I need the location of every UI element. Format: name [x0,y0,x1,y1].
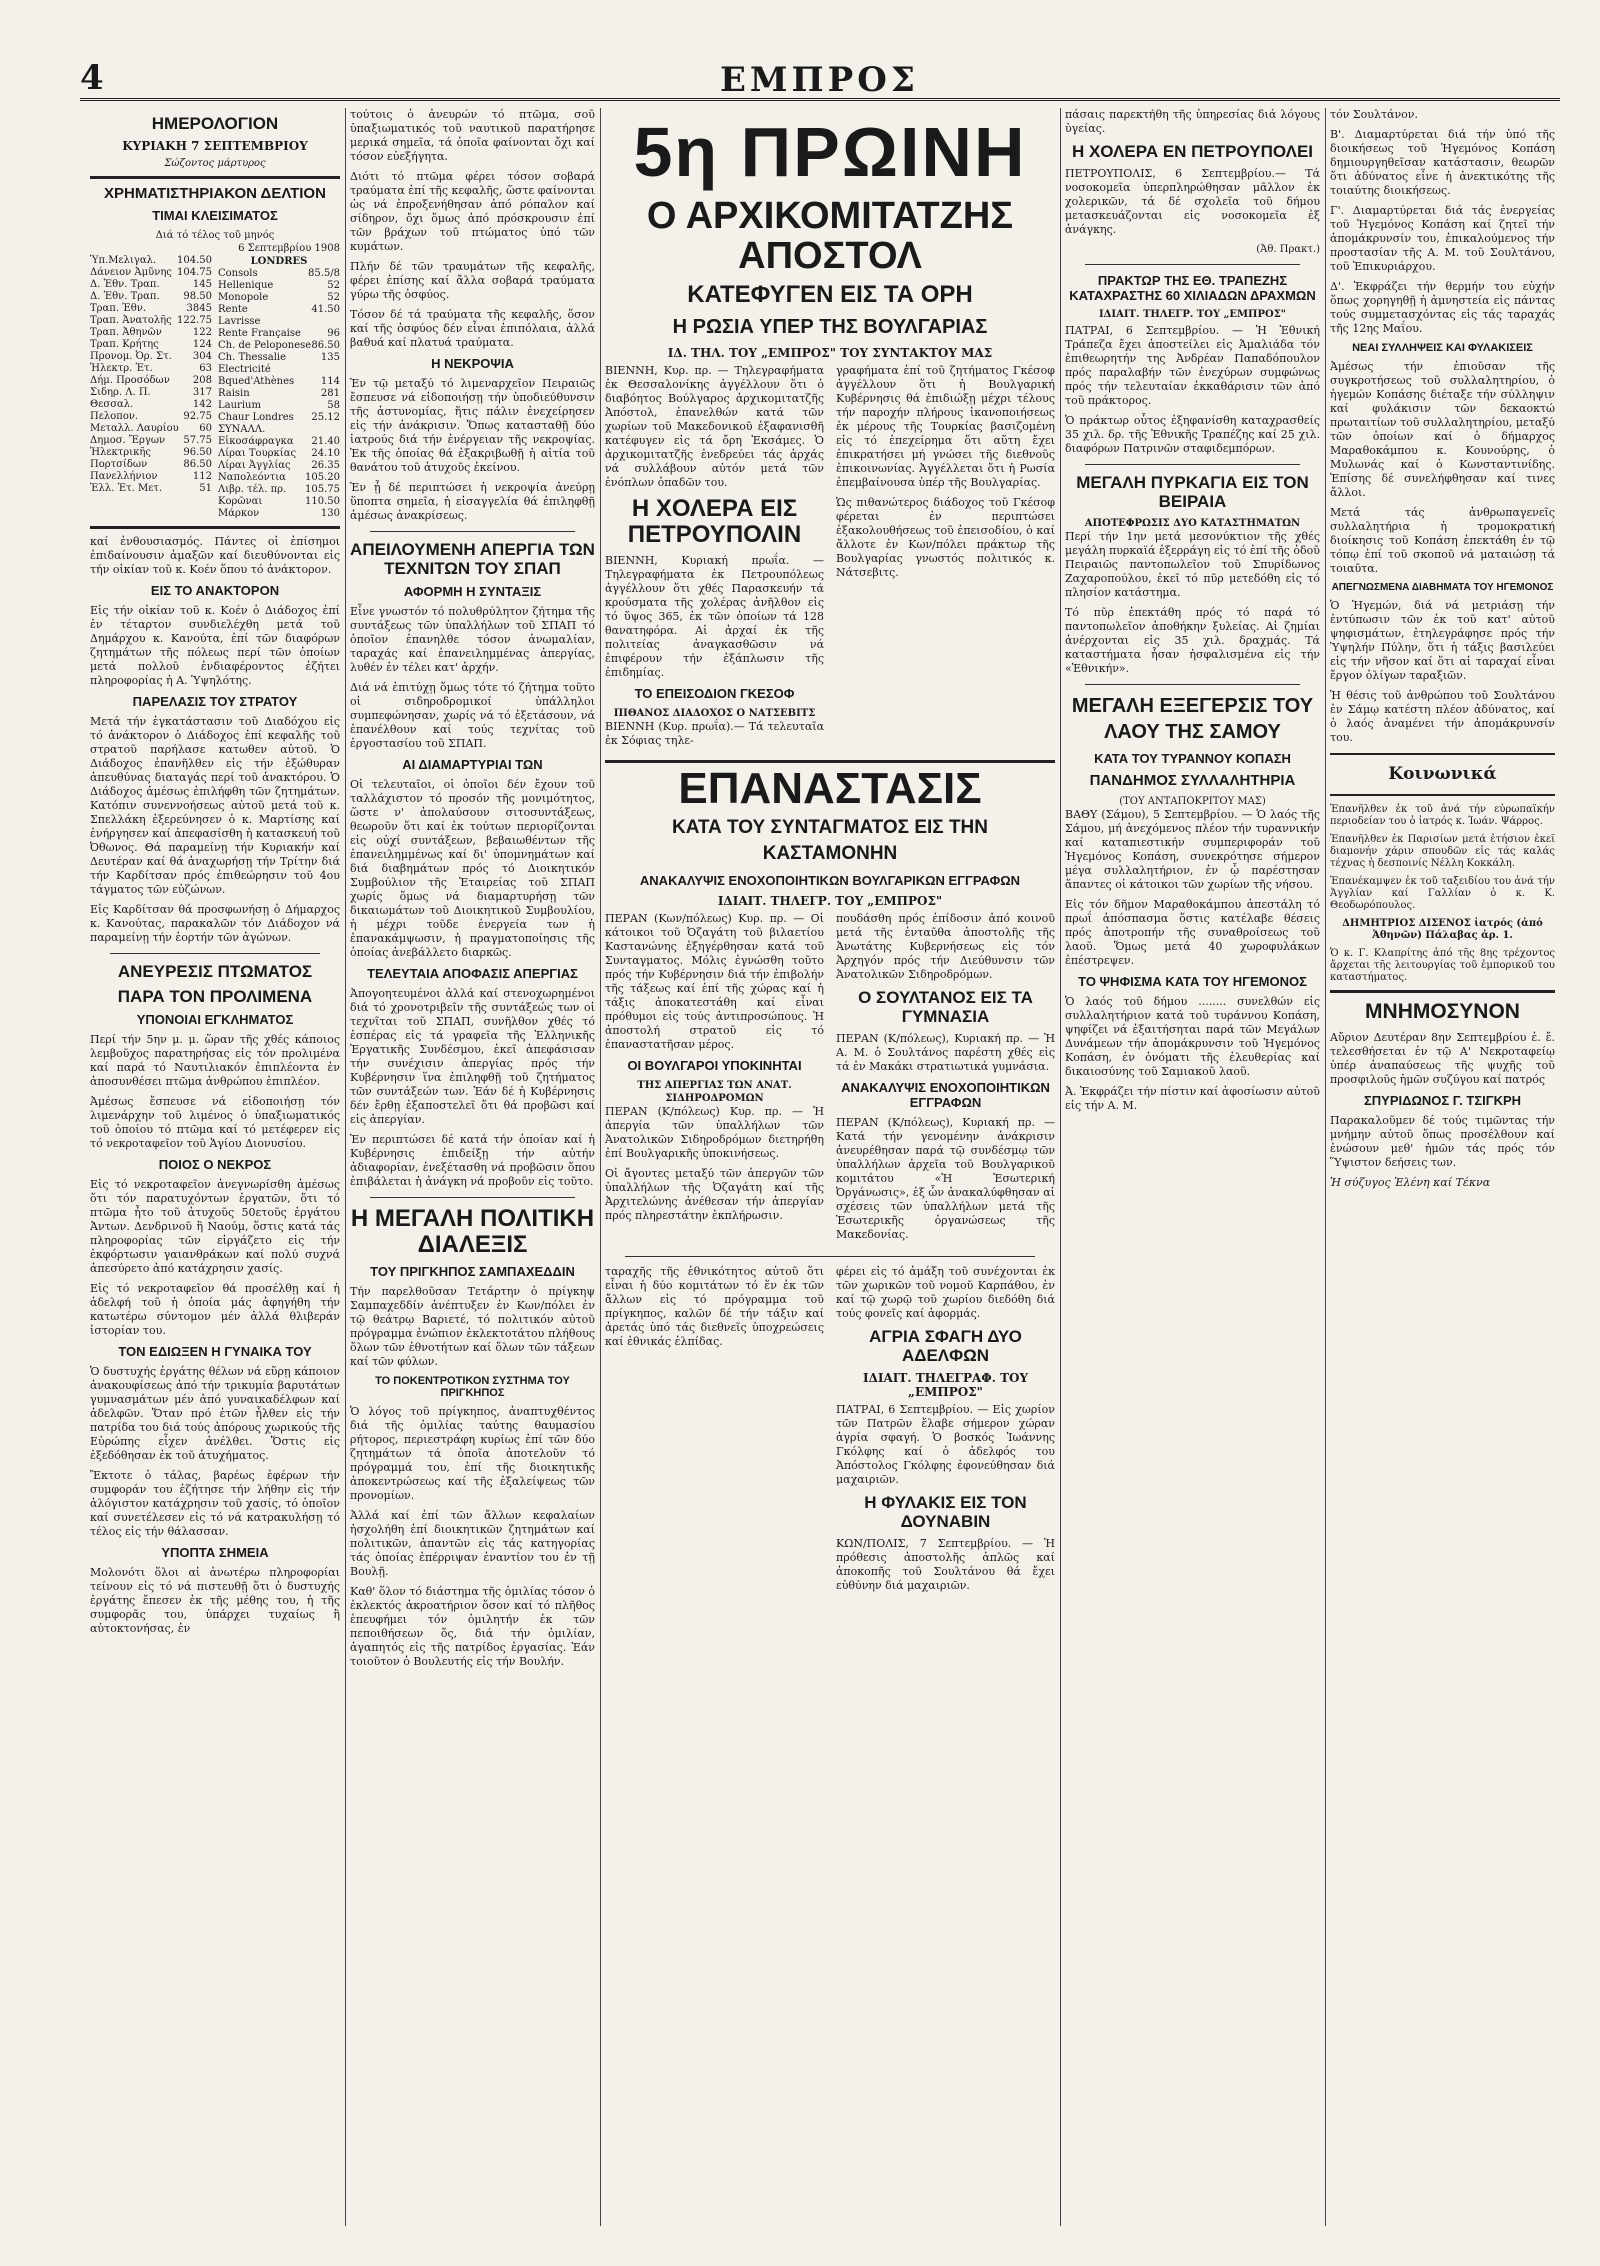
section-heading: ΤΕΛΕΥΤΑΙΑ ΑΠΟΦΑΣΙΣ ΑΠΕΡΓΙΑΣ [367,966,578,981]
subheadline: ΠΙΘΑΝΟΣ ΔΙΑΔΟΧΟΣ Ο ΝΑΤΣΕΒΙΤΣ [613,708,816,719]
market-row-label: Δάνειον Ἀμῦνης [90,267,172,278]
column-rule [1060,108,1061,2226]
social-box [1330,753,1555,796]
market-row-label: Lavrisse [218,316,261,327]
market-row-value: 57.75 [183,435,212,446]
divider [1330,990,1555,993]
article-text: Ὁ Ἡγεμών, διά νά μετριάσῃ τήν ἐντύπωσιν τῶν ἐκ τοῦ κατ' αὐτοῦ ψηφισμάτων, ἐτηλεγράφησε πρός τήν Ὑψηλήν Πύλην, ὅτι ἡ τάξις βασιλεύει εἰς τήν νῆσον καί ὅτι αἱ ταραχαί εἶναι ἔργον ὀλίγων ταραξιῶν. [1330,599,1555,682]
section-heading: ΟΙ ΒΟΥΛΓΑΡΟΙ ΥΠΟΚΙΝΗΤΑΙ [627,1058,802,1073]
headline: Η ΧΟΛΕΡΑ ΕΙΣ ΠΕΤΡΟΥΠΟΛΙΝ [627,495,802,548]
market-row-value: 41.50 [311,304,340,315]
market-row-label: Δήμ. Προσόδων [90,375,170,386]
divider [625,1256,1035,1257]
column-5 [1330,108,1555,2226]
article-text: Τό πῦρ ἐπεκτάθη πρός τό παρά τό παντοπωλεῖον ἀποθήκην ξυλείας. Αἱ ζημίαι ἀνέρχονται εἰς 35 χιλ. δραχμάς. Τά καταστήματα ἦσαν ἠσφαλισμένα εἰς τήν «Ἐθνικήν». [1065,606,1320,675]
article-text: Εἶνε γνωστόν τό πολυθρύλητον ζήτημα τῆς συντάξεως τῶν ὑπαλλήλων τοῦ ΣΠΑΠ τό ὁποῖον ἐπανηλθε τόσον ἀνωμαλίαν, ταραχάς καί ἐπανειλημμένας ἀπεργίας, λυθέν ἐν τέλει κατ' ἀρχήν. [350,605,595,674]
market-row-value: 208 [192,375,212,386]
market-row-label: Τραπ. Ἀθηνῶν [90,327,162,338]
headline: ΕΠΑΝΑΣΤΑΣΙΣ [678,764,982,813]
market-row-label: Ἐλλ. Ἐτ. Μετ. [90,483,163,494]
headline: Η ΜΕΓΑΛΗ ΠΟΛΙΤΙΚΗ ΔΙΑΛΕΞΙΣ [350,1205,595,1258]
market-row-label: Μάρκον [218,508,260,519]
market-row-value: 110.50 [305,496,340,507]
market-row-value: 317 [192,387,212,398]
market-row [90,291,212,303]
byline: ΙΔΙΑΙΤ. ΤΗΛΕΓΡΑΦ. ΤΟΥ „ΕΜΠΡΟΣ" [862,1371,1029,1399]
market-row-value: 86.50 [311,340,340,351]
divider [110,953,320,954]
market-row-value: 51 [199,483,212,494]
headline: Ο ΑΡΧΙΚΟΜΙΤΑΤΖΗΣ ΑΠΟΣΤΟΛ [646,195,1014,277]
market-row [218,340,340,352]
subheadline: ΥΠΟΝΟΙΑΙ ΕΓΚΛΗΜΑΤΟΣ [136,1012,294,1027]
market-row-label: Κορῶναι [218,496,263,507]
market-row-value: 135 [320,352,340,363]
market-row-value: 52 [327,280,340,291]
market-row-label: Πανελλήνιον [90,471,158,482]
article-text: Καθ' ὅλον τό διάστημα τῆς ὁμιλίας τόσον ὁ ἐκλεκτός ἀκροατήριον ὅσον καί τό πλῆθος ἐπευφήμει τόν ὁμιλητήν ἐκ τῶν πεποιθήσεων ὅς, διά τήν ὁμιλίαν, ἀγαπητός εἰς τῆς πατρίδος ἐργασίας. Ἐάν τοιοῦτον ὁ Βουλευτής εἰς τήν Βουλήν. [350,1585,595,1668]
market-row [90,423,212,435]
market-row-label: Μεταλλ. Λαυρίου [90,423,179,434]
market-row-value: 63 [199,363,212,374]
subheadline: ΑΝΑΚΑΛΥΨΙΣ ΕΝΟΧΟΠΟΙΗΤΙΚΩΝ ΒΟΥΛΓΑΡΙΚΩΝ ΕΓΓΡΑΦΩΝ [639,873,1021,888]
section-heading: Η ΝΕΚΡΟΨΙΑ [431,356,514,371]
divider [605,760,1055,763]
column-rule [600,108,601,2226]
article-text: καί ἐνθουσιασμός. Πάντες οἱ ἐπίσημοι ἐπιδαίνουσιν ἁμαξῶν καί διευθύνονται εἰς τήν οἰκίαν τοῦ κ. Κοέν ὅπου τό ἀνάκτορον. [90,535,340,576]
market-row-label: Ch. de Peloponese [218,340,312,351]
market-row-value: 130 [320,508,340,519]
article-text: ΠΕΡΑΝ (Κ/πόλεως), Κυριακή πρ. — Ἡ Α. Μ. ὁ Σουλτάνος παρέστη χθές εἰς τά ἐν Μακάκι στρατιωτικά γυμνάσια. [836,1032,1055,1073]
article-text: τόν Σουλτάνον. [1330,108,1418,121]
market-row-label: Rente Française [218,328,301,339]
market-row-label: Chaur Londres [218,412,294,423]
newspaper-name: ΕΜΠΡΟΣ [720,60,919,100]
market-note: Διά τό τέλος τοῦ μηνός [155,230,275,241]
source-note: (Ἀθ. Πρακτ.) [1256,244,1320,255]
market-row-value: 112 [192,471,212,482]
calendar-title: ΗΜΕΡΟΛΟΓΙΟΝ [151,114,279,133]
market-row [90,471,212,483]
market-row-value: 104.50 [177,255,212,266]
edition-title: 5η ΠΡΩΙΝΗ [633,113,1027,191]
article-text: Τήν παρελθοῦσαν Τετάρτην ὁ πρίγκηψ Σαμπαχεδδίν ἀνέπτυξεν ἐν Κων/πόλει ἐν τῷ θεάτρῳ Βαριετέ, τό πολιτικόν αὐτοῦ πρόγραμμα ἐνώπιον ἐκλεκτοτάτου πλήθους ὅλων τῶν ἐθνοτήτων καί ὅλων τῶν τάξεων καί τῶν φύλων. [350,1285,595,1368]
market-row [90,339,212,351]
subheadline: ΚΑΤΑ ΤΟΥ ΣΥΝΤΑΓΜΑΤΟΣ ΕΙΣ ΤΗΝ ΚΑΣΤΑΜΟΝΗΝ [671,817,989,864]
article-text: Μολονότι ὅλοι αἱ ἀνωτέρω πληροφορίαι τείνουν εἰς τό νά πιστευθῇ ὅτι ὁ δυστυχής ἐργάτης ἔπεσεν ἐκ τῆς μέθης του, ἡ τῆς συμφορᾶς του, ὑπάρχει τυχαίως ἢ αὐτοκτονήσας, ἐν [90,1566,340,1635]
market-row-label: Λιβρ. τέλ. πρ. [218,484,287,495]
subheadline: ΑΠΟΤΕΦΡΩΣΙΣ ΔΥΟ ΚΑΤΑΣΤΗΜΑΤΩΝ [1084,518,1301,529]
memorial-name: ΣΠΥΡΙΔΩΝΟΣ Γ. ΤΣΙΓΚΡΗ [1363,1093,1522,1108]
headline: ΜΕΓΑΛΗ ΠΥΡΚΑΓΙΑ ΕΙΣ ΤΟΝ ΒΕΙΡΑΙΑ [1076,473,1309,511]
market-row [90,459,212,471]
section-heading: ΤΟΝ ΕΔΙΩΞΕΝ Η ΓΥΝΑΙΚΑ ΤΟΥ [118,1344,312,1359]
divider [370,531,575,532]
market-row [90,435,212,447]
headline: ΑΠΕΙΛΟΥΜΕΝΗ ΑΠΕΡΓΙΑ ΤΩΝ ΤΕΧΝΙΤΩΝ ΤΟΥ ΣΠΑΠ [350,540,595,578]
article-text: Ὡς πιθανώτερος διάδοχος τοῦ Γκέσοφ φέρεται ἐν περιπτώσει ἐξακολουθήσεως τοῦ ἐπεισοδίου, ὁ καί ἄλλοτε ἐν Κων/πόλει πράκτωρ τῆς Βουλγαρίας γνωστός πολιτικός κ. Νάτσεβιτς. [836,496,1055,579]
article-text: Ἀμέσως τήν ἐπιοῦσαν τῆς συγκροτήσεως τοῦ συλλαλητηρίου, ὁ ἡγεμών Κοπάσης διέταξε τήν σύλληψιν καί φυλάκισιν τῶν δεκαοκτώ πρωταιτίων τοῦ συλλαλητηρίου, μεταξύ τῶν ὁποίων καί ὁ δήμαρχος Μαραθοκάμπου κ. Κουνούρης, ὁ Μυλωνάς καί ὁ Κωνσταντινίδης. Ἐπίσης δέ συνελήφθησαν καί τινες ἄλλοι. [1330,360,1555,499]
market-row [218,328,340,340]
headline: ΑΓΡΙΑ ΣΦΑΓΗ ΔΥΟ ΑΔΕΛΦΩΝ [869,1327,1022,1365]
article-text: ΠΕΡΑΝ (Κων/πόλεως) Κυρ. πρ. — Οἱ κάτοικοι τοῦ Ὀζαγάτη τοῦ βιλαετίου Καστανώνης ἐξηγέρθησαν κατά τοῦ Συνταγματος. Μόλις ἐγνώσθη τοῦτο πρός τήν Κυβέρνησιν διά τήν ἐπιβολήν τῆς τάξεως καί ἐπί τῆς χώρας καί ἡ τάξις ἀποκατεστάθη καί εἶναι πρόθυμοι εἰς τούς ἀντιπροσώπους. Ἡ ἀποστολή στρατοῦ εἰς τό ἐπαναστατῆσαν μέρος. [605,912,824,1051]
article-text: Μετά τάς ἀνθρωπαγενεῖς συλλαλητήρια ἡ τρομοκρατική διοίκησις τοῦ Κοπάση ἐπεκτάθη ἐν τῷ τόπῳ ἐπί τοῦ σκοποῦ νά ματαιώσῃ τά τοιαῦτα. [1330,506,1555,575]
article-text: Εἰς τόν δῆμον Μαραθοκάμπου ἀπεστάλη τό πρωΐ ἀπόσπασμα ὅστις κατέλαβε θέσεις πρός ἀποτροπήν τῆς συναθροίσεως τοῦ λαοῦ. Ὅμως μετά 40 χωροφυλάκων ἐπέστρεψεν. [1065,898,1320,967]
column-4 [1065,108,1320,2226]
market-row-value: 124 [192,339,212,350]
market-row-label: Δ. Ἐθν. Τραπ. [90,291,160,302]
section-heading: ΠΑΡΕΛΑΣΙΣ ΤΟΥ ΣΤΡΑΤΟΥ [132,694,298,709]
market-row-value: 142 [192,399,212,410]
market-row [90,351,212,363]
market-row-value: 86.50 [183,459,212,470]
article-text: Αὔριον Δευτέραν 8ην Σεπτεμβρίου ἐ. ἔ. τελεσθήσεται ἐν τῷ Α' Νεκροταφείῳ ὑπέρ ἀναπαύσεως τῆς ψυχῆς τοῦ προσφιλοῦς ἡμῶν συζύγου καί πατρός [1330,1031,1555,1086]
divider [370,1197,575,1198]
divider [90,176,340,179]
two-column-block [605,1265,1055,1599]
article-text: ΠΑΤΡΑΙ, 6 Σεπτεμβρίου. — Εἰς χωρίον τῶν Πατρῶν ἔλαβε σήμερον χώραν ἀγρία σφαγή. Ὁ βοσκός Ἰωάννης Γκόλφης καί ὁ ἀδελφός του Ἀπόστολος Γκόλφης ἐφονεύθησαν διά μαχαιριῶν. [836,1403,1055,1486]
article-text: φέρει εἰς τό ἀμάξη τοῦ συνέχονται ἐκ τῶν χωρικῶν τοῦ νομοῦ Καρπάθου, ἐν καί τῷ χωρῷ τοῦ χωρίου διεδόθη διά τούς φονεῖς καί ἀφορμάς. [836,1265,1055,1320]
subheadline: ΑΦΟΡΜΗ Η ΣΥΝΤΑΞΙΣ [403,584,542,599]
section-heading: ΑΝΑΚΑΛΥΨΙΣ ΕΝΟΧΟΠΟΙΗΤΙΚΩΝ ΕΓΓΡΑΦΩΝ [841,1080,1050,1110]
article-text: Ἐν τῷ μεταξύ τό λιμεναρχεῖον Πειραιῶς ἔσπευσε νά εἰδοποιήσῃ τήν ὑποδιεύθυνσιν τῆς ἀστυνομίας, ἥτις πάλιν ἐνεχείρησεν εἰς τήν ἀνάκρισιν. Ὅπως κατασταθῇ δύο ἰατρούς διά τήν ἐνέργειαν τῆς νεκροψίας. Ἐκ τῆς ὁποίας θά ἐξακριβωθῇ ἡ αἰτία τοῦ θανάτου τοῦ ἀτυχοῦς ἐκείνου. [350,377,595,474]
market-row-label: Θεσσαλ. [90,399,134,410]
subheadline: ΠΑΝΔΗΜΟΣ ΣΥΛΛΑΛΗΤΗΡΙΑ [1089,772,1296,789]
article-text: Μετά τήν ἐγκατάστασιν τοῦ Διαδόχου εἰς τό ἀνάκτορον ὁ Διάδοχος ἐπί κεφαλῆς τοῦ στρατοῦ παρήλασε κατωθεν αὐτοῦ. Ὁ Διάδοχος ἐπανῆλθεν εἰς τήν ἐξώθυραν ἀπευθύνας διαταγάς περί τοῦ ἀνακτόρου. Ὁ Διάδοχος ἀμέσως ἐπιλήφθη τῶν ζητημάτων. Κατόπιν συνεννοήσεως αὐτοῦ μετά τοῦ κ. Σπελλάκη ἐξερεύνησεν ὁ κ. Μαρτίσης καί ἐνήργησεν καί ἀπεφασίσθη ἡ κατασκευή τοῦ Ὀθωνος. Θά παραμείνῃ τήν Κυριακήν καί Δευτέραν καί θά ἀναχωρήσῃ τήν Τρίτην διά τήν Καρδίτσαν πρός ἐπιθεώρησιν τοῦ 4ου τάγματος τῶν εὐζώνων. [90,715,340,896]
article-text: Ἐπανῆλθεν ἐκ τοῦ ἀνά τήν εὐρωπαϊκήν περιοδείαν του ὁ ἰατρός κ. Ἰωάν. Ψάρρος. [1330,804,1555,827]
market-row [218,472,340,484]
market-row-value: 281 [320,388,340,399]
market-row-value: 3845 [186,303,212,314]
market-row [218,508,340,520]
article-text: Περί τήν 5ην μ. μ. ὥραν τῆς χθές κάποιος λεμβοῦχος παρατηρήσας εἰς τόν προλιμένα καί παρά τό Ναυτιλιακόν ἐπιπλέοντα ἐν ἀποσυνθέσει πτῶμα ἀνθρώπου ἐπιπλέον. [90,1033,340,1088]
market-row-value: 122 [192,327,212,338]
market-row [218,364,340,376]
market-row-value: 96.50 [183,447,212,458]
market-row-label: Ἠλεκτρ. Ἐτ. [90,363,153,374]
market-row-label: Ὑπ.Μελιγαλ. [90,255,157,266]
market-row [218,304,340,316]
market-row [218,388,340,400]
headline: ΠΡΑΚΤΩΡ ΤΗΣ ΕΘ. ΤΡΑΠΕΖΗΣ ΚΑΤΑΧΡΑΣΤΗΣ 60 ΧΙΛΙΑΔΩΝ ΔΡΑΧΜΩΝ [1069,273,1316,303]
article-text: Ἡ θέσις τοῦ ἀνθρώπου τοῦ Σουλτάνου ἐν Σάμῳ κατέστη πλέον ἀδύνατος, καί ὁ λαός ἀναμένει τήν ἀπομάκρυνσίν του. [1330,689,1555,744]
market-row-label: Raisin [218,388,250,399]
article-text: Διότι τό πτῶμα φέρει τόσον σοβαρά τραύματα ἐπί τῆς κεφαλῆς, ὥστε φαίνονται ὡς νά ἐπροξενήθησαν ἀπό ρόπαλον καί σίδηρον, ὄχι ὅμως ἀπό πρόσκρουσιν ἐπί τῶν βράχων τοῦ πτώματος ὑπό τῶν κυμάτων. [350,170,595,253]
market-row [90,303,212,315]
market-row-label: Monopole [218,292,269,303]
market-row [218,412,340,424]
market-row [90,267,212,279]
market-row-label: Τραπ. Κρήτης [90,339,159,350]
article-text: Τόσον δέ τά τραύματα τῆς κεφαλῆς, ὅσον καί τῆς ὀσφύος δέν εἶναι ἐπιπόλαια, ἀλλά βαθυά καί πλατυά τραύματα. [350,308,595,349]
article-text: Ἐπανῆλθεν ἐκ Παρισίων μετά ἐτήσιον ἐκεῖ διαμονήν χάριν σπουδῶν εἰς τάς καλάς τέχνας ἡ δεσποινίς Νέλλη Κοκκάλη. [1330,834,1555,869]
article-text: Ἐπανέκαμψεν ἐκ τοῦ ταξειδίου του ἀνά τήν Ἀγγλίαν καί Γαλλίαν ὁ κ. Κ. Θεοδωρόπουλος. [1330,876,1555,911]
market-row-label: Bqued'Athènes [218,376,295,387]
section-heading: ΕΙΣ ΤΟ ΑΝΑΚΤΟΡΟΝ [150,583,280,598]
headline: ΚΑΤΕΦΥΓΕΝ ΕΙΣ ΤΑ ΟΡΗ [687,281,973,308]
article-text: ΒΙΕΝΝΗ (Κυρ. πρωΐα).— Τά τελευταῖα ἐκ Σόφιας τηλε- [605,720,824,747]
market-row-label: Τραπ. Ἀνατολῆς [90,315,172,326]
market-row-label: Δ. Ἐθν. Τραπ. [90,279,160,290]
market-row-label: Πελοπον. [90,411,139,422]
article-text: Παρακαλοῦμεν δέ τούς τιμῶντας τήν μνήμην αὐτοῦ ὅπως προσέλθουν καί ἑνώσουν μεθ' ἡμῶν τάς πρός τόν Ὕψιστον δεήσεις των. [1330,1114,1555,1169]
article-text: Ὁ λαός τοῦ δήμου ........ συνελθών εἰς συλλαλητήριον κατά τοῦ τυράννου Κοπάση, ψηφίζει νά ἐξαιτήσηται παρά τῶν Μεγάλων Δυνάμεων τήν ἀπομάκρυνσιν τοῦ Ἡγεμόνος Κοπάση, ἐν ὀνόματι τῆς ἐλευθερίας καί δικαιοσύνης τοῦ Σαμιακοῦ λαοῦ. [1065,995,1320,1078]
market-row-label: Σιδηρ. Λ. Π. [90,387,151,398]
byline: (ΤΟΥ ΑΝΤΑΠΟΚΡΙΤΟΥ ΜΑΣ) [1119,796,1266,807]
section-heading: ΥΠΟΠΤΑ ΣΗΜΕΙΑ [161,1545,269,1560]
section-heading: ΠΟΙΟΣ Ο ΝΕΚΡΟΣ [158,1157,272,1172]
article-text: Ὁ δυστυχής ἐργάτης θέλων νά εὕρῃ κάποιον ἀνακουφίσεως ἀπό τήν τρικυμία βαρυτάτων γυμνασμάτων μέν ἀπό γυναικαδέλφων καί ἀδελφῶν. Ὅταν πρό ἐτῶν ἦλθεν εἰς τήν πατρίδα του διά τούς ἀπόρους χωρικούς τῆς Εὐρώπης εἶχεν ἀνέλθει. Ὅστις εἰς ἐξεδόθησαν ἐκ τοῦ ἀτυχήματος. [90,1365,340,1462]
market-row [218,280,340,292]
market-row-value: 96 [327,328,340,339]
market-row [218,376,340,388]
article-text: Εἰς Καρδίτσαν θά προσφωνήσῃ ὁ Δήμαρχος κ. Κανούτας, παρακαλῶν τόν Διάδοχον νά παραμείνῃ τήν ἑορτήν τῶν ἀγώνων. [90,903,340,944]
market-row [90,255,212,267]
market-row-label: Laurium [218,400,261,411]
market-date: 6 Σεπτεμβρίου 1908 [238,243,340,254]
market-column-left [90,255,212,520]
byline: ΙΔ. ΤΗΛ. ΤΟΥ „ΕΜΠΡΟΣ" ΤΟΥ ΣΥΝΤΑΚΤΟΥ ΜΑΣ [667,346,993,360]
market-table [90,255,340,520]
market-row-label: Ἠλεκτρικῆς [90,447,151,458]
market-row [218,352,340,364]
article-text: Β'. Διαμαρτύρεται διά τήν ὑπό τῆς διοικήσεως τοῦ Ἡγεμόνος Κοπάση δημιουργηθεῖσαν κατάστασιν, θεωρῶν ὅτι ἀδύνατος εἶνε ἡ ἀνεκτικότης τῆς τοιαύτης διοικήσεως. [1330,128,1555,197]
article-text: Εἰς τό νεκροταφεῖον ἀνεγνωρίσθη ἀμέσως ὅτι τόν παρατυχόντων ἐργατῶν, ὅτι τό πτῶμα ἦτο τοῦ ἀτυχοῦς 50ετοῦς ἐργάτου Ἀντων. Δενδρινοῦ ἢ Ναούμ, ὅστις κατά τάς πληροφορίας τῶν εἰργάζετο εἰς τήν ἐκφόρτωσιν γαιανθράκων καί πολύ συχνά ἀπεσύρετο ἀπό κατάχρησιν χασίς. [90,1178,340,1275]
byline: ΙΔΙΑΙΤ. ΤΗΛΕΓΡ. ΤΟΥ „ΕΜΠΡΟΣ" [1099,309,1286,320]
market-row [218,436,340,448]
divider [90,526,340,529]
market-row-value: 60 [199,423,212,434]
market-row-value: 21.40 [311,436,340,447]
article-text: ΔΗΜΗΤΡΙΟΣ ΔΙΣΕΝΟΣ ἰατρός (ἀπό Ἀθηνῶν) Πάλαβας ἀρ. 1. [1342,918,1543,941]
market-row-label: Τραπ. Ἐθν. [90,303,147,314]
article-text: γραφήματα ἐπί τοῦ ζητήματος Γκέσοφ ἀγγέλλουν ὅτι ἡ Βουλγαρική Κυβέρνησις θά ἐπιδιώξῃ μέχρι τέλους τήν παροχήν πλήρους ἱκανοποιήσεως ἐκ μέρους τῆς Τουρκίας βασιζομένη εἰς τό ἐπεχείρημα ὅτι αὕτη ἔχει ἐπικρατήσει μή γνώσει τῆς διεθνοῦς ἐπικοινωνίας. Ἀγγέλλεται ὅτι ἡ Ρωσία ἐπεμβαίνουσα ὑπέρ τῆς Βουλγαρίας. [836,364,1055,489]
subheadline: ΚΑΤΑ ΤΟΥ ΤΥΡΑΝΝΟΥ ΚΟΠΑΣΗ [1094,751,1291,766]
market-row-value: 105.20 [305,472,340,483]
column-rule [345,108,346,2226]
market-row-value: 24.10 [311,448,340,459]
article-text: Οἱ τελευταῖοι, οἱ ὁποῖοι δέν ἔχουν τοῦ ταλλάχιστον τό προσόν τῆς μονιμότητος, ὥστε ν' ἀπολαύσουν σιτοσυντάξεως, θεωροῦν ὅτι καί ἐκ τούτων περιορίζονται εἰς οὐχί συντάξεων, βεβαιωθέντων τῆς ἐπανειλημμένως καί δι' ὑπομνημάτων καί διά διαβημάτων πρός τό Διοικητικόν Συμβούλιον τῆς Ἑταιρείας τοῦ ΣΠΑΠ χωρίς ὅμως νά διαμαρτυρήσῃ τῶν δικαιωμάτων τοῦ Διοικητικοῦ Συμβουλίου, ἡ μέχρι τοῦδε ἐνεργεία των ἡ ἐπανακάμψωσιν, ἡ πραγματοποίησις τῆς ὁποίας ἀνεβάλλετο διαρκῶς. [350,778,595,959]
two-column-block [605,912,1055,1248]
market-row-label: Δημοσ. Ἔργων [90,435,166,446]
subheadline: ΤΗΣ ΑΠΕΡΓΙΑΣ ΤΩΝ ΑΝΑΤ. ΣΙΔΗΡΟΔΡΟΜΩΝ [637,1080,792,1104]
market-row [218,460,340,472]
headline: Η ΦΥΛΑΚΙΣ ΕΙΣ ΤΟΝ ΔΟΥΝΑΒΙΝ [864,1493,1027,1531]
headline: ΜΕΓΑΛΗ ΕΞΕΓΕΡΣΙΣ ΤΟΥ ΛΑΟΥ ΤΗΣ ΣΑΜΟΥ [1071,695,1314,743]
market-row [218,448,340,460]
market-row-value: 98.50 [183,291,212,302]
column-2 [350,108,595,2226]
article-text: ΠΕΤΡΟΥΠΟΛΙΣ, 6 Σεπτεμβρίου.— Τά νοσοκομεῖα ὑπερπληρώθησαν μᾶλλον ἐκ χολερικῶν, τά δέ σχολεῖα τοῦ δήμου μετασκευάζονται εἰς νοσοκομεῖα ἐξ ἀνάγκης. [1065,167,1320,236]
memorial-signature: Ἡ σύζυγος Ἐλένη καί Τέκνα [1330,1176,1491,1189]
market-row [218,496,340,508]
article-text: τούτοις ὁ ἀνευρών τό πτῶμα, σοῦ ὑπαξιωματικός τοῦ ναυτικοῦ παρατήρησε μερικά σημεῖα, τά ὁποῖα φαίνονται ὄχι καί τόσον εὐεξήγητα. [350,108,595,163]
market-row [218,268,340,280]
article-text: ΒΙΕΝΝΗ, Κυρ. πρ. — Τηλεγραφήματα ἐκ Θεσσαλονίκης ἀγγέλλουν ὅτι ὁ διαβόητος Βούλγαρος ἀρχικομιτατζῆς Ἀπόστολ, ἐπανελθών κατά τῶν χωρίων τοῦ Μακεδονικοῦ ἐξαφανισθῆ κατέφυγεν εἰς τά ὄρη Ἐκσάμες. Ὁ ἀρχικομιτατζῆς ἐνεδρεύει τάς ἀρχάς νά συλλάβουν αὐτόν μετά τῶν ἐνόπλων ὀπαδῶν του. [605,364,824,489]
market-row-label: Εἰκοσάφραγκα [218,436,294,447]
market-title: ΧΡΗΜΑΤΙΣΤΗΡΙΑΚΟΝ ΔΕΛΤΙΟΝ [104,185,326,202]
market-row-value: 304 [192,351,212,362]
market-row [218,316,340,328]
market-column-right [218,255,340,520]
market-row-value: 122.75 [177,315,212,326]
market-row [90,399,212,411]
article-text: Ἀ. Ἐκφράζει τήν πίστιν καί ἀφοσίωσιν αὐτοῦ εἰς τήν Α. Μ. [1065,1085,1320,1112]
divider [1085,464,1300,465]
divider [1085,264,1300,265]
market-row-value: 58 [327,400,340,411]
market-row-label: Λίραι Ἀγγλίας [218,460,291,471]
page-number: 4 [80,58,104,98]
article-text: πουδάσθη πρός ἐπίδοσιν ἀπό κοινοῦ μετά τῆς ἐνταῦθα ἀποστολῆς τῆς Ἀνωτάτης Κυβερνήσεως εἰς τόν Ἀρχηγόν πρός τήν Διεύθυνσιν τῶν Ἀνατολικῶν Σιδηροδρόμων. [836,912,1055,981]
market-row [90,375,212,387]
market-row-value: 114 [320,376,340,387]
calendar-date: ΚΥΡΙΑΚΗ 7 ΣΕΠΤΕΜΒΡΙΟΥ [122,139,308,153]
article-text: Δ'. Ἐκφράζει τήν θερμήν του εὐχήν ὅπως χορηγηθῇ ἡ ἀμνηστεία εἰς πάντας τούς συμμετασχόντας εἰς τάς ταραχάς τῆς 12ης Μαΐου. [1330,280,1555,335]
market-row-label: ΣΥΝΑΛΛ. [218,424,266,435]
market-row-value: 85.5/8 [308,268,340,279]
article-text: Περί τήν 1ην μετά μεσονύκτιον τῆς χθές μεγάλη πυρκαϊά ἐξερράγη εἰς τό ἐπί τῆς ὁδοῦ Πειραιῶς παντοπωλεῖον τοῦ Σπυρίδωνος Ζαχαροπούλου, ἐκεῖ τό πῦρ μετεδόθη εἰς τό πλησίον κατάστημα. [1065,530,1320,599]
market-row-label: Hellenique [218,280,274,291]
article-text: ΠΑΤΡΑΙ, 6 Σεπτεμβρίου. — Ἡ Ἐθνική Τράπεζα ἔχει ἀποστείλει εἰς Ἀμαλιάδα τόν ἐπιθεωρητήν της Ἀνδρέαν Παπαδόπουλον πρός παραλαβήν τῶν ἐνεχύρων συμφώνως πρός τήν τελευταίαν ἐκκαθάρισιν τῶν ἀπό τοῦ πράκτορος. [1065,324,1320,407]
article-text: Οἱ ἄγοντες μεταξύ τῶν ἀπεργῶν τῶν ὑπαλλήλων τῆς Ὀζαγάτη καί τῆς Ἀρχιτελώνης ἀνέθεσαν τήν ἀπεργίαν πρός πληρεστάτην ἐκπλήρωσιν. [605,1167,824,1222]
article-text: Διά νά ἐπιτύχῃ ὅμως τότε τό ζήτημα τοῦτο οἱ σιδηροδρομικοί ὑπάλληλοι συμπεφώνησαν, χωρίς νά τό ἐξετάσουν, νά ἐπανέλθουν καί τούς τεχνίτας τοῦ ἐργοστασίου τοῦ ΣΠΑΠ. [350,681,595,750]
two-column-block [605,364,1055,754]
article-text: ΚΩΝ/ΠΟΛΙΣ, 7 Σεπτεμβρίου. — Ἡ πρόθεσις ἀποστολῆς ἁπλῶς καί ἀποκοπῆς τοῦ Σουλτάνου θά ἔχει εὐθύνην διά μαχαιριῶν. [836,1537,1055,1592]
article-text: Ὁ πράκτωρ οὗτος ἐξηφανίσθη καταχρασθείς 35 χιλ. δρ. τῆς Ἐθνικῆς Τραπέζης καί 25 χιλ. διαφόρων Πατρινῶν σταφιδεμπόρων. [1065,414,1320,455]
market-row-label: Ναπολεόντια [218,472,286,483]
market-row [90,447,212,459]
market-row [90,327,212,339]
market-row-label: Πορτσίδων [90,459,148,470]
article-text: Ἐν περιπτώσει δέ κατά τήν ὁποίαν καί ἡ Κυβέρνησις ἐπιδείξῃ τήν αὐτήν ἀδιαφορίαν, ἐνεξέτασθη νά προβῶσιν ὅπου ἐπιβάλεται ἡ ἀνάγκη νά προβοῦν εἰς τοῦτο. [350,1133,595,1188]
memorial-title: ΜΝΗΜΟΣΥΝΟΝ [1365,1000,1520,1023]
market-row-label: Rente [218,304,248,315]
article-text: ΠΕΡΑΝ (Κ/πόλεως), Κυριακή πρ. — Κατά τήν γενομένην ἀνάκρισιν ἀνευρέθησαν παρά τῷ συνδέσμῳ τῶν ὑπαλλήλων ἀρχεῖα τοῦ Βουλγαρικοῦ κομιτάτου «Ἡ Ἐσωτερική Ὀργάνωσις», ἐξ ὧν ἀνακαλύφθησαν αἱ σχέσεις τῶν ὑπαλλήλων μετά τῆς Ἐσωτερικῆς ὀργανώσεως τῆς Μακεδονίας. [836,1116,1055,1241]
article-text: Ὁ λόγος τοῦ πρίγκηπος, ἀναπτυχθέντος διά τῆς ὁμιλίας ταύτης θαυμασίου ρήτορος, περιεστράφη κυρίως ἐπί τῶν δύο ζητημάτων τά ὁποῖα ἀποτελοῦν τό πρόγραμμά του, ἐπί τῆς διοικητικῆς ἀποκεντρώσεως καί τῆς ἐξαλείψεως τῶν προνομίων. [350,1405,595,1502]
market-row-value: 104.75 [177,267,212,278]
market-row-label: Λίραι Τουρκίας [218,448,297,459]
article-text: Ἔκτοτε ὁ τάλας, βαρέως ἐφέρων τήν συμφοράν του ἐζήτησε τήν λήθην εἰς τήν ἀλόγιστον κατάχρησιν τοῦ χασίς, τό ὁποῖον καί συνετέλεσεν εἰς τό νά κατρακυλήσῃ τό τέλος εἰς τήν θάλασσαν. [90,1469,340,1538]
article-text: ταραχῆς τῆς ἐθνικότητος αὐτοῦ ὅτι εἶναι ἡ δύο κομιτάτων τό ἕν ἐκ τῶν ἄλλων εἰς τό πρόγραμμα τοῦ πρίγκηπος, καλῶν δέ τήν τάξιν καί ἀρετάς ὑπό τάς διεθνεῖς ὑποχρεώσεις καί ἐθνικάς ἐλπίδας. [605,1265,824,1348]
section-heading: ΤΟ ΨΗΦΙΣΜΑ ΚΑΤΑ ΤΟΥ ΗΓΕΜΟΝΟΣ [1078,974,1307,989]
market-row [218,424,340,436]
section-heading: ΤΟ ΠΟΚΕΝΤΡΟΤΙΚΟΝ ΣΥΣΤΗΜΑ ΤΟΥ ΠΡΙΓΚΗΠΟΣ [375,1375,570,1399]
section-heading: ΑΙ ΔΙΑΜΑΡΤΥΡΙΑΙ ΤΩΝ [402,757,543,772]
article-text: Ὁ κ. Γ. Κλαπρίτης ἀπό τῆς 8ης τρέχοντος ἄρχεται τῆς λειτουργίας τοῦ ἐμπορικοῦ του καταστήματος. [1330,948,1555,983]
article-text: ΠΕΡΑΝ (Κ/πόλεως) Κυρ. πρ. — Ἡ ἀπεργία τῶν ὑπαλλήλων τῶν Ἀνατολικῶν Σιδηροδρόμων διετηρήθη ἐπί Βουλγαρικῆς ὑποκινήσεως. [605,1105,824,1160]
market-row [90,387,212,399]
subheadline: ΤΟΥ ΠΡΙΓΚΗΠΟΣ ΣΑΜΠΑΧΕΔΔΙΝ [370,1264,575,1279]
byline: ΙΔΙΑΙΤ. ΤΗΛΕΓΡ. ΤΟΥ „ΕΜΠΡΟΣ" [717,894,943,908]
article-text: Πλήν δέ τῶν τραυμάτων τῆς κεφαλῆς, φέρει ἐπίσης καί ἄλλα σοβαρά τραύματα γύρω τῆς ὀσφύος. [350,260,595,301]
market-row [218,484,340,496]
market-row [90,411,212,423]
market-subtitle: ΤΙΜΑΙ ΚΛΕΙΣΙΜΑΤΟΣ [152,208,278,223]
article-text: Ἀπογοητευμένοι ἀλλά καί στενοχωρημένοι διά τό χρονοτριβεῖν τῆς συντάξεώς των οἱ τεχνῖται τοῦ ΣΠΑΠ, συνῆλθον χθές τό ἑσπέρας εἰς τά γραφεῖα τῆς Ἐλληνικῆς Ἐργατικῆς Συνδέσμου, ἐκεῖ ἀπεφάσισαν τήν συνέχισιν ἀπεργίας πρός τήν Κυβέρνησιν ἵνα ἐπιληφθῇ τοῦ ζητήματος τῶν συντάξεών των. Ἐάν δέ ἡ Κυβέρνησις δέν ἔρθῃ ἐξαποστελεῖ ὅτι θά προβῶσι καί εἰς ἀπεργίαν. [350,987,595,1126]
market-row [90,279,212,291]
market-row [218,292,340,304]
article-text: Ἀμέσως ἔσπευσε νά εἰδοποιήσῃ τόν λιμενάρχην τοῦ λιμένος ὁ ὑπαξιωματικός τοῦ ὁποίου τό πτῶμα καί τό μετέφερεν εἰς τό νεκροταφεῖον τοῦ Ἁγίου Διονυσίου. [90,1095,340,1150]
article-text: Γ'. Διαμαρτύρεται διά τάς ἐνεργείας τοῦ Ἡγεμόνος Κοπάση καί ζητεῖ τήν ἀπομάκρυνσίν του, ἐπικαλούμενος τήν προστασίαν τῆς Α. Μ. τοῦ Σουλτάνου, τοῦ Ἐπικυριάρχου. [1330,204,1555,273]
headline: Η ΡΩΣΙΑ ΥΠΕΡ ΤΗΣ ΒΟΥΛΓΑΡΙΑΣ [672,316,988,338]
market-row-value: 52 [327,292,340,303]
market-row-label: Προνομ. Ὀρ. Στ. [90,351,172,362]
article-text: Ἐν ᾗ δέ περιπτώσει ἡ νεκροψία ἀνεύρῃ ὕποπτα σημεῖα, ἡ εἰσαγγελία θά ἐπιληφθῇ ἀμέσως ἀνακρίσεως. [350,481,595,522]
headline: Η ΧΟΛΕΡΑ ΕΝ ΠΕΤΡΟΥΠΟΛΕΙ [1071,142,1314,161]
market-row-value: 92.75 [183,411,212,422]
calendar-saint: Σώζοντος μάρτυρος [164,158,266,169]
article-text: Εἰς τό νεκροταφεῖον θά προσέλθῃ καί ἡ ἀδελφή τοῦ ἡ ὁποία μάς ἀφηγήθη τήν κατωτέρω σύντομον μέν ἀλλά θλιβεράν ἱστορίαν του. [90,1282,340,1337]
market-row-label: Consols [218,268,258,279]
market-row-label: Ch. Thessalie [218,352,287,363]
section-heading: ΝΕΑΙ ΣΥΛΛΗΨΕΙΣ ΚΑΙ ΦΥΛΑΚΙΣΕΙΣ [1352,342,1533,354]
column-3 [605,108,1055,2226]
market-row-label: Electricité [218,364,271,375]
market-row [90,483,212,495]
section-heading: ΤΟ ΕΠΕΙΣΟΔΙΟΝ ΓΚΕΣΟΦ [634,686,795,701]
headline: Ο ΣΟΥΛΤΑΝΟΣ ΕΙΣ ΤΑ ΓΥΜΝΑΣΙΑ [858,988,1033,1026]
headline: ΑΝΕΥΡΕΣΙΣ ΠΤΩΜΑΤΟΣ [117,962,313,981]
market-row [90,363,212,375]
article-text: πάσαις παρεκτήθη τῆς ὑπηρεσίας διά λόγους ὑγείας. [1065,108,1320,135]
market-row-value: 25.12 [311,412,340,423]
article-text: ΒΑΘΥ (Σάμου), 5 Σεπτεμβρίου. — Ὁ λαός τῆς Σάμου, μή ἀνεχόμενος πλέον τήν τυραννικήν καί καταπιεστικήν συμπεριφοράν τοῦ Ἡγεμόνος Κοπάση, συνεκρότησε σήμερον μέγα συλλαλητήριον, ἐν ᾧ παρέστησαν ἅπαντες οἱ κάτοικοι τῶν χωρίων τῆς νήσου. [1065,808,1320,891]
market-row-value: 105.75 [305,484,340,495]
article-text: ΒΙΕΝΝΗ, Κυριακή πρωΐα. — Τηλεγραφήματα ἐκ Πετρουπόλεως ἀγγέλλουν ὅτι χθές Παρασκευήν τά κρούσματα τῆς χολέρας ἀνῆλθον εἰς τό ὕψος 365, ἐκ τῶν ὁποίων τά 128 θανατηφόρα. Αἱ ἀρχαί ἐκ τῆς πολιτείας ἀναγκασθῶσιν νά ἐπιφέρουν τήν ἐξάπλωσιν τῆς ἐπιδημίας. [605,554,824,679]
market-row-value: 145 [192,279,212,290]
divider [1085,684,1300,685]
article-text: Εἰς τήν οἰκίαν τοῦ κ. Κοέν ὁ Διάδοχος ἐπί ἐν τέταρτον συνδιελέχθη μετά τοῦ Δημάρχου κ. Κανούτα, ἐπί τῶν διαφόρων ζητημάτων τῆς πόλεως περί τῶν ὁποίων μετά πολλοῦ ἐνδιαφέροντος ἐζήτει πληροφορίας ἡ Α. Ὑψηλότης. [90,604,340,687]
market-row [218,400,340,412]
column-rule [1325,108,1326,2226]
market-row [90,315,212,327]
headline: ΠΑΡΑ ΤΟΝ ΠΡΟΛΙΜΕΝΑ [117,987,313,1006]
masthead [80,58,1560,101]
column-1 [90,108,340,2226]
section-heading: ΑΠΕΓΝΩΣΜΕΝΑ ΔΙΑΒΗΜΑΤΑ ΤΟΥ ΗΓΕΜΟΝΟΣ [1331,582,1554,593]
social-title: Κοινωνικά [1388,764,1497,784]
market-london-label: LONDRES [250,256,308,267]
article-text: Ἀλλά καί ἐπί τῶν ἄλλων κεφαλαίων ἠσχολήθη ἐπί διοικητικῶν ζητημάτων καί πολιτικῶν, ἀπαντῶν εἰς τάς κατηγορίας τάς ὁποίας ἐπέρριψαν ἐναντίον του ἐν τῇ Βουλῇ. [350,1509,595,1578]
market-row-value: 26.35 [311,460,340,471]
